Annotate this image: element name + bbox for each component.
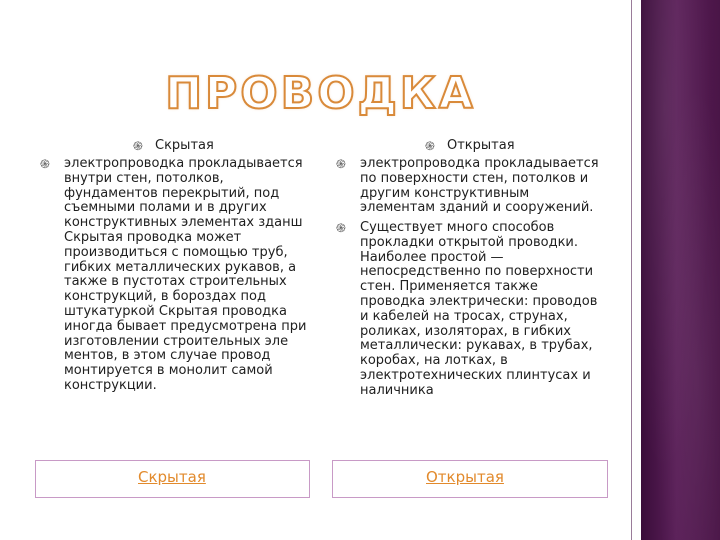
ornament-bullet-icon: ֍ — [40, 157, 50, 171]
ornament-bullet-icon: ֍ — [336, 221, 346, 235]
right-body-text-2: Существует много способов прокладки открытой проводки. Наиболее простой — непосредственно по поверхности стен. Применяется также проводка электрически: проводов и кабелей на тросах, струнах, роликах, изоляторах, в гибких металлически: рукавах, в трубах, коробах, на лотках, в электротехнических плинтусах и наличника — [360, 220, 598, 398]
ornament-bullet-icon: ֍ — [133, 139, 143, 153]
left-heading: Скрытая — [155, 138, 214, 153]
left-body-text: электропроводка прокладывается внутри стен, потолков, фундаментов перекрытий, под съемными полами и в других конструктивных элементах зданш Скрытая проводка может производиться с помощью труб, гибких металлических рукавов, а также в пустотах строительных конструкций, в бороздах под штукатуркой Скрытая проводка иногда бывает предусмотрена при изготовлении строительных эле ментов, в этом случае провод монтируется в монолит самой конструкции. — [64, 156, 307, 393]
hidden-wiring-link[interactable]: Скрытая — [138, 468, 206, 486]
ornament-bullet-icon: ֍ — [336, 157, 346, 171]
slide-title: ПРОВОДКА — [165, 68, 476, 119]
open-wiring-link[interactable]: Открытая — [426, 468, 504, 486]
ornament-bullet-icon: ֍ — [425, 139, 435, 153]
right-heading: Открытая — [447, 138, 515, 153]
right-body-text-1: электропроводка прокладывается по поверхности стен, потолков и другим конструктивным элементам зданий и сооружений. — [360, 156, 599, 216]
decorative-side-panel — [641, 0, 720, 540]
